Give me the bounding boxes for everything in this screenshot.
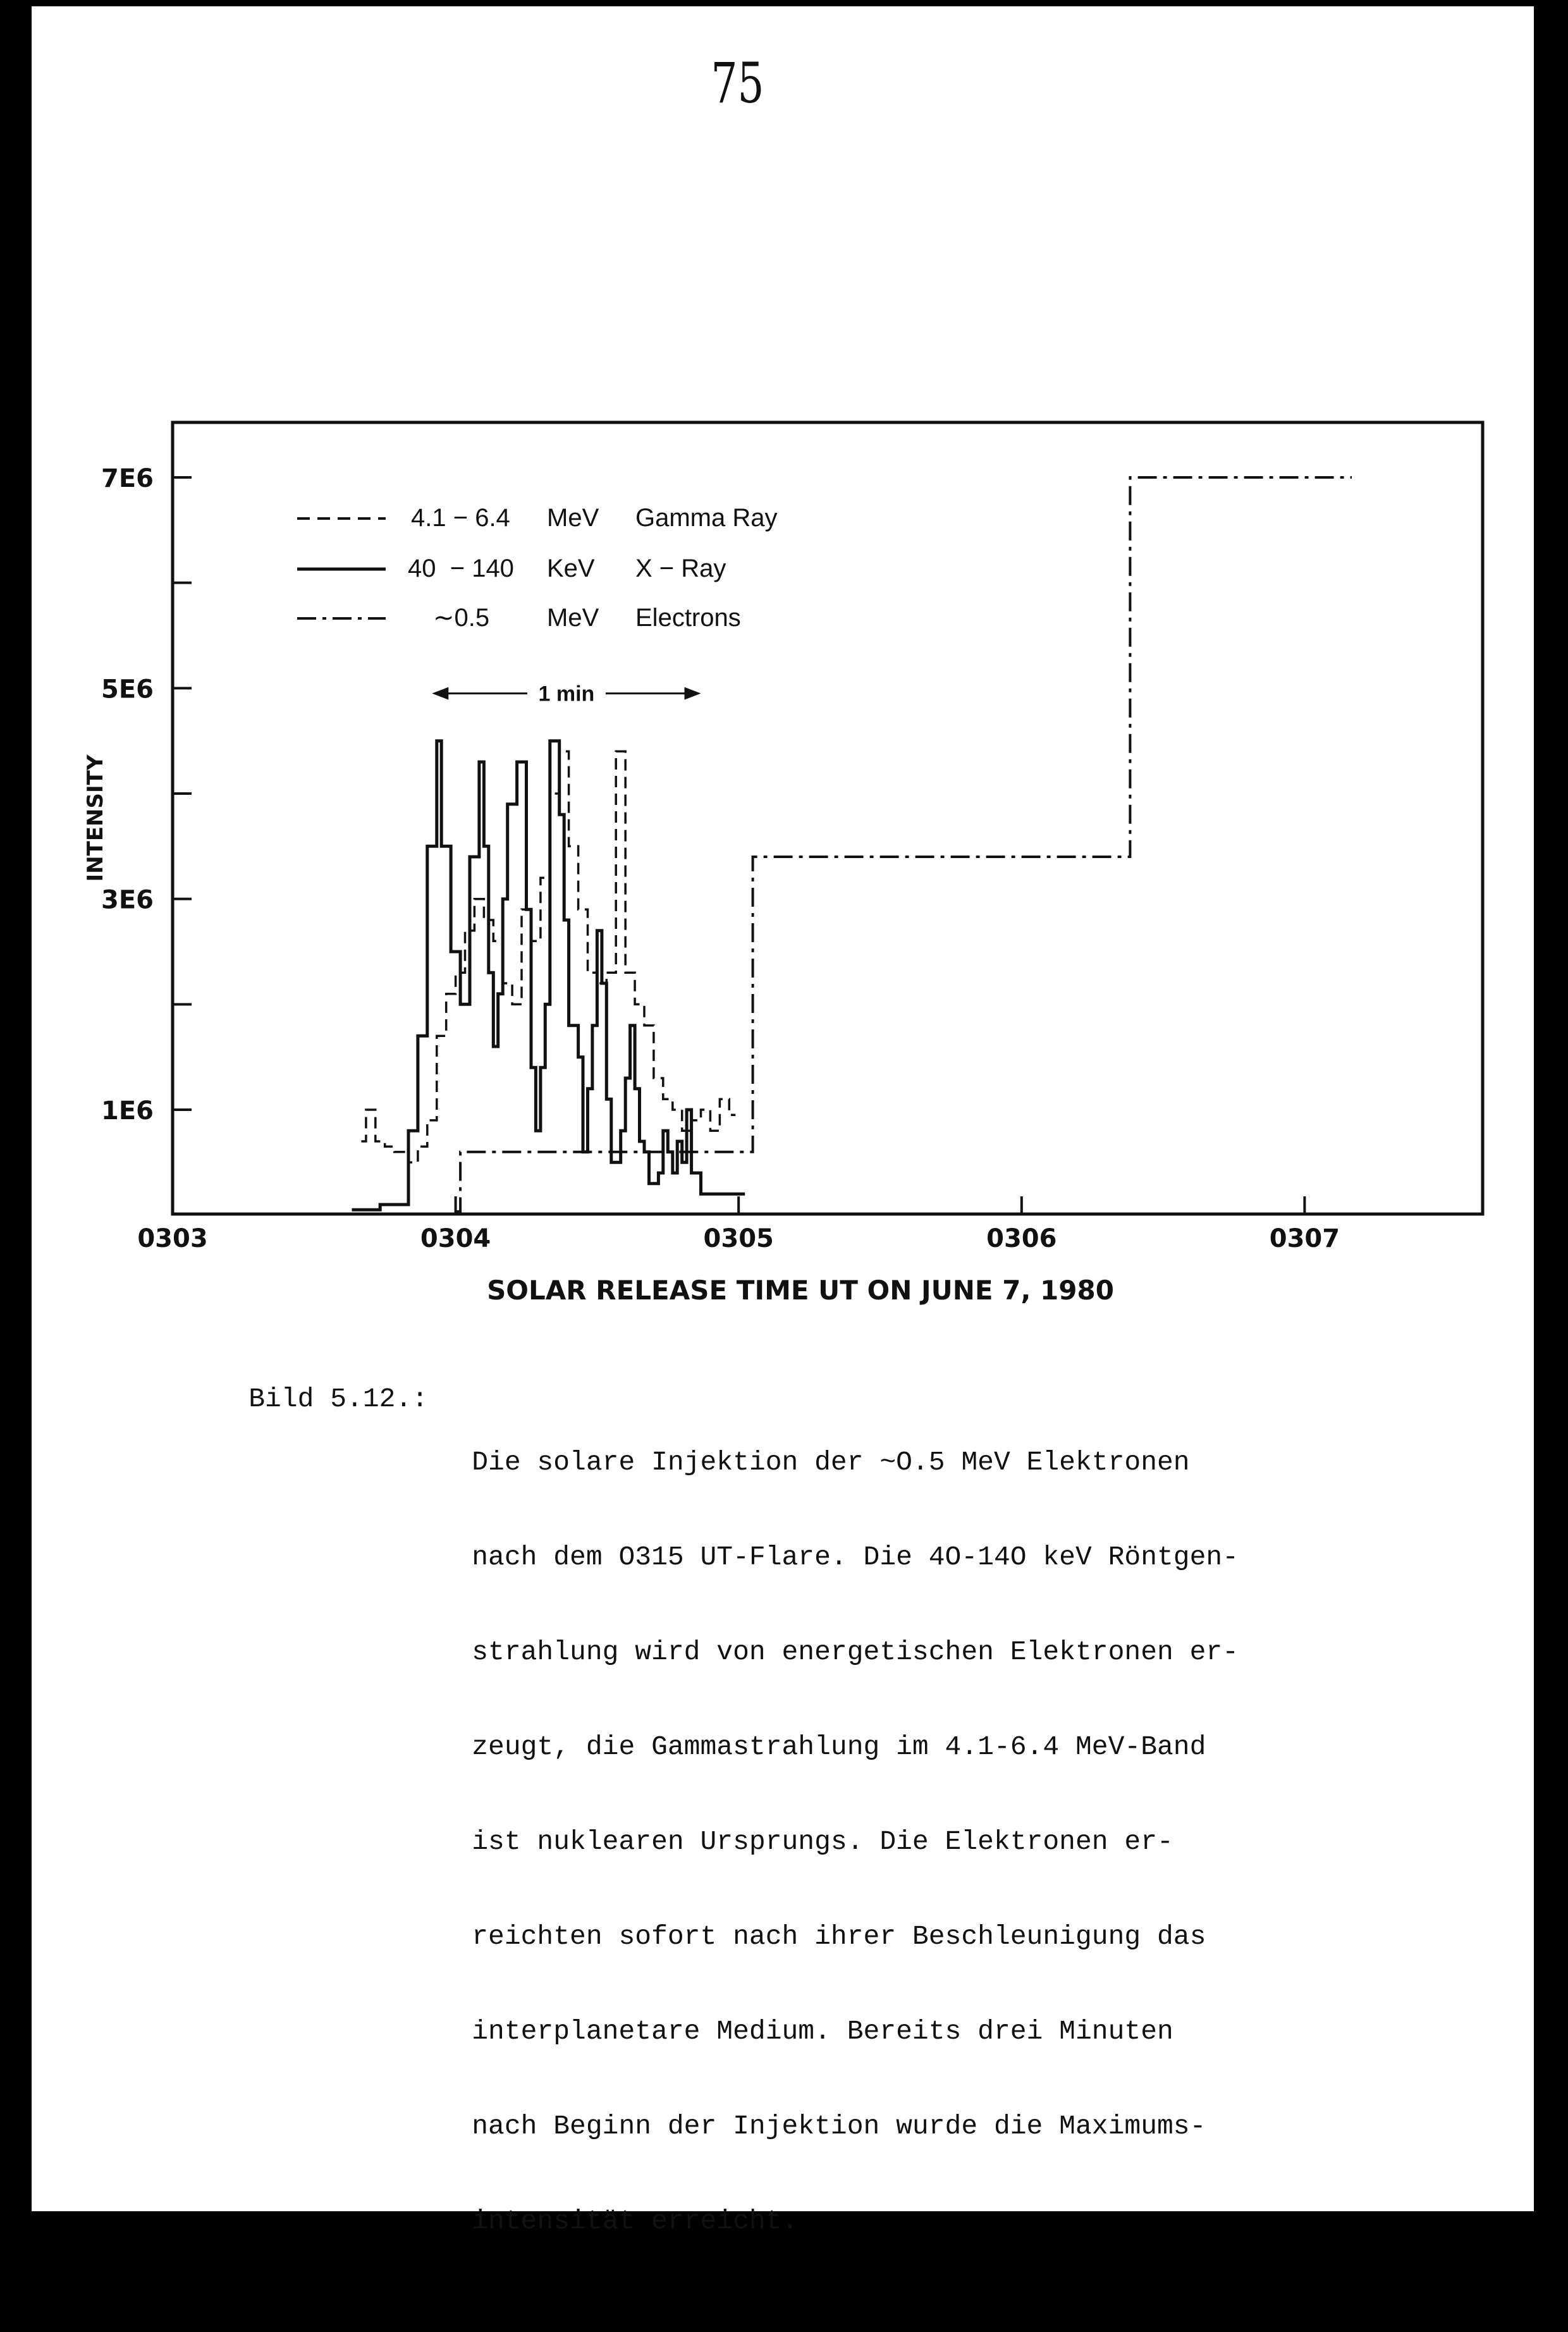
legend-range: ∼0.5 <box>433 604 490 632</box>
one-minute-annotation <box>432 682 701 706</box>
legend-entry-gamma <box>297 504 778 532</box>
caption-line: intensität erreicht. <box>472 2206 799 2237</box>
annotation-label: 1 min <box>538 682 595 706</box>
y-tick-label: 5E6 <box>101 675 154 704</box>
legend-name: X − Ray <box>635 555 726 582</box>
caption-text <box>472 1384 1239 2300</box>
caption-line: nach dem O315 UT-Flare. Die 4O-14O keV Röntgen- <box>472 1542 1239 1573</box>
legend-range: 40 − 140 <box>408 555 514 582</box>
caption-line: strahlung wird von energetischen Elektronen er- <box>472 1636 1239 1667</box>
legend-entry-electrons <box>297 604 741 632</box>
caption-line: Die solare Injektion der ~O.5 MeV Elektronen <box>472 1447 1190 1478</box>
legend-unit: MeV <box>547 504 599 532</box>
annotation-arrow-left-icon <box>432 687 448 700</box>
plot-frame <box>173 422 1483 1214</box>
y-tick-label: 7E6 <box>101 464 154 493</box>
y-axis-label: INTENSITY <box>83 754 108 882</box>
legend-unit: MeV <box>547 604 599 632</box>
annotation-arrow-right-icon <box>685 687 701 700</box>
chart <box>32 6 1534 1334</box>
legend-name: Electrons <box>635 604 741 632</box>
series-line-solid <box>352 741 745 1210</box>
x-tick-label: 0307 <box>1269 1224 1340 1253</box>
y-tick-label: 3E6 <box>101 885 154 915</box>
legend-entry-xray <box>297 555 726 582</box>
caption-line: zeugt, die Gammastrahlung im 4.1-6.4 MeV-Band <box>472 1731 1206 1762</box>
x-axis-label: SOLAR RELEASE TIME UT ON JUNE 7, 1980 <box>487 1275 1114 1306</box>
caption-line: interplanetare Medium. Bereits drei Minuten <box>472 2016 1173 2047</box>
series-layer <box>352 477 1352 1212</box>
legend-name: Gamma Ray <box>635 504 778 532</box>
y-tick-label: 1E6 <box>101 1096 154 1126</box>
legend-unit: KeV <box>547 555 595 582</box>
caption-line: ist nuklearen Ursprungs. Die Elektronen er- <box>472 1826 1173 1857</box>
x-tick-label: 0303 <box>137 1224 208 1253</box>
legend-range: 4.1 − 6.4 <box>411 504 510 532</box>
y-minor-ticks <box>173 583 192 1005</box>
x-tick-label: 0306 <box>986 1224 1057 1253</box>
caption-line: nach Beginn der Injektion wurde die Maximums- <box>472 2111 1206 2142</box>
x-tick-label: 0304 <box>420 1224 491 1253</box>
caption-label: Bild 5.12.: <box>248 1384 429 1415</box>
legend <box>297 504 778 632</box>
series-line-dashdot <box>456 477 1352 1212</box>
page-number: 75 <box>711 51 764 116</box>
document-page <box>32 6 1534 2237</box>
caption-line: reichten sofort nach ihrer Beschleunigung das <box>472 1921 1206 1952</box>
figure-caption <box>183 1352 1372 2332</box>
x-tick-label: 0305 <box>703 1224 774 1253</box>
x-ticks <box>137 1196 1340 1253</box>
